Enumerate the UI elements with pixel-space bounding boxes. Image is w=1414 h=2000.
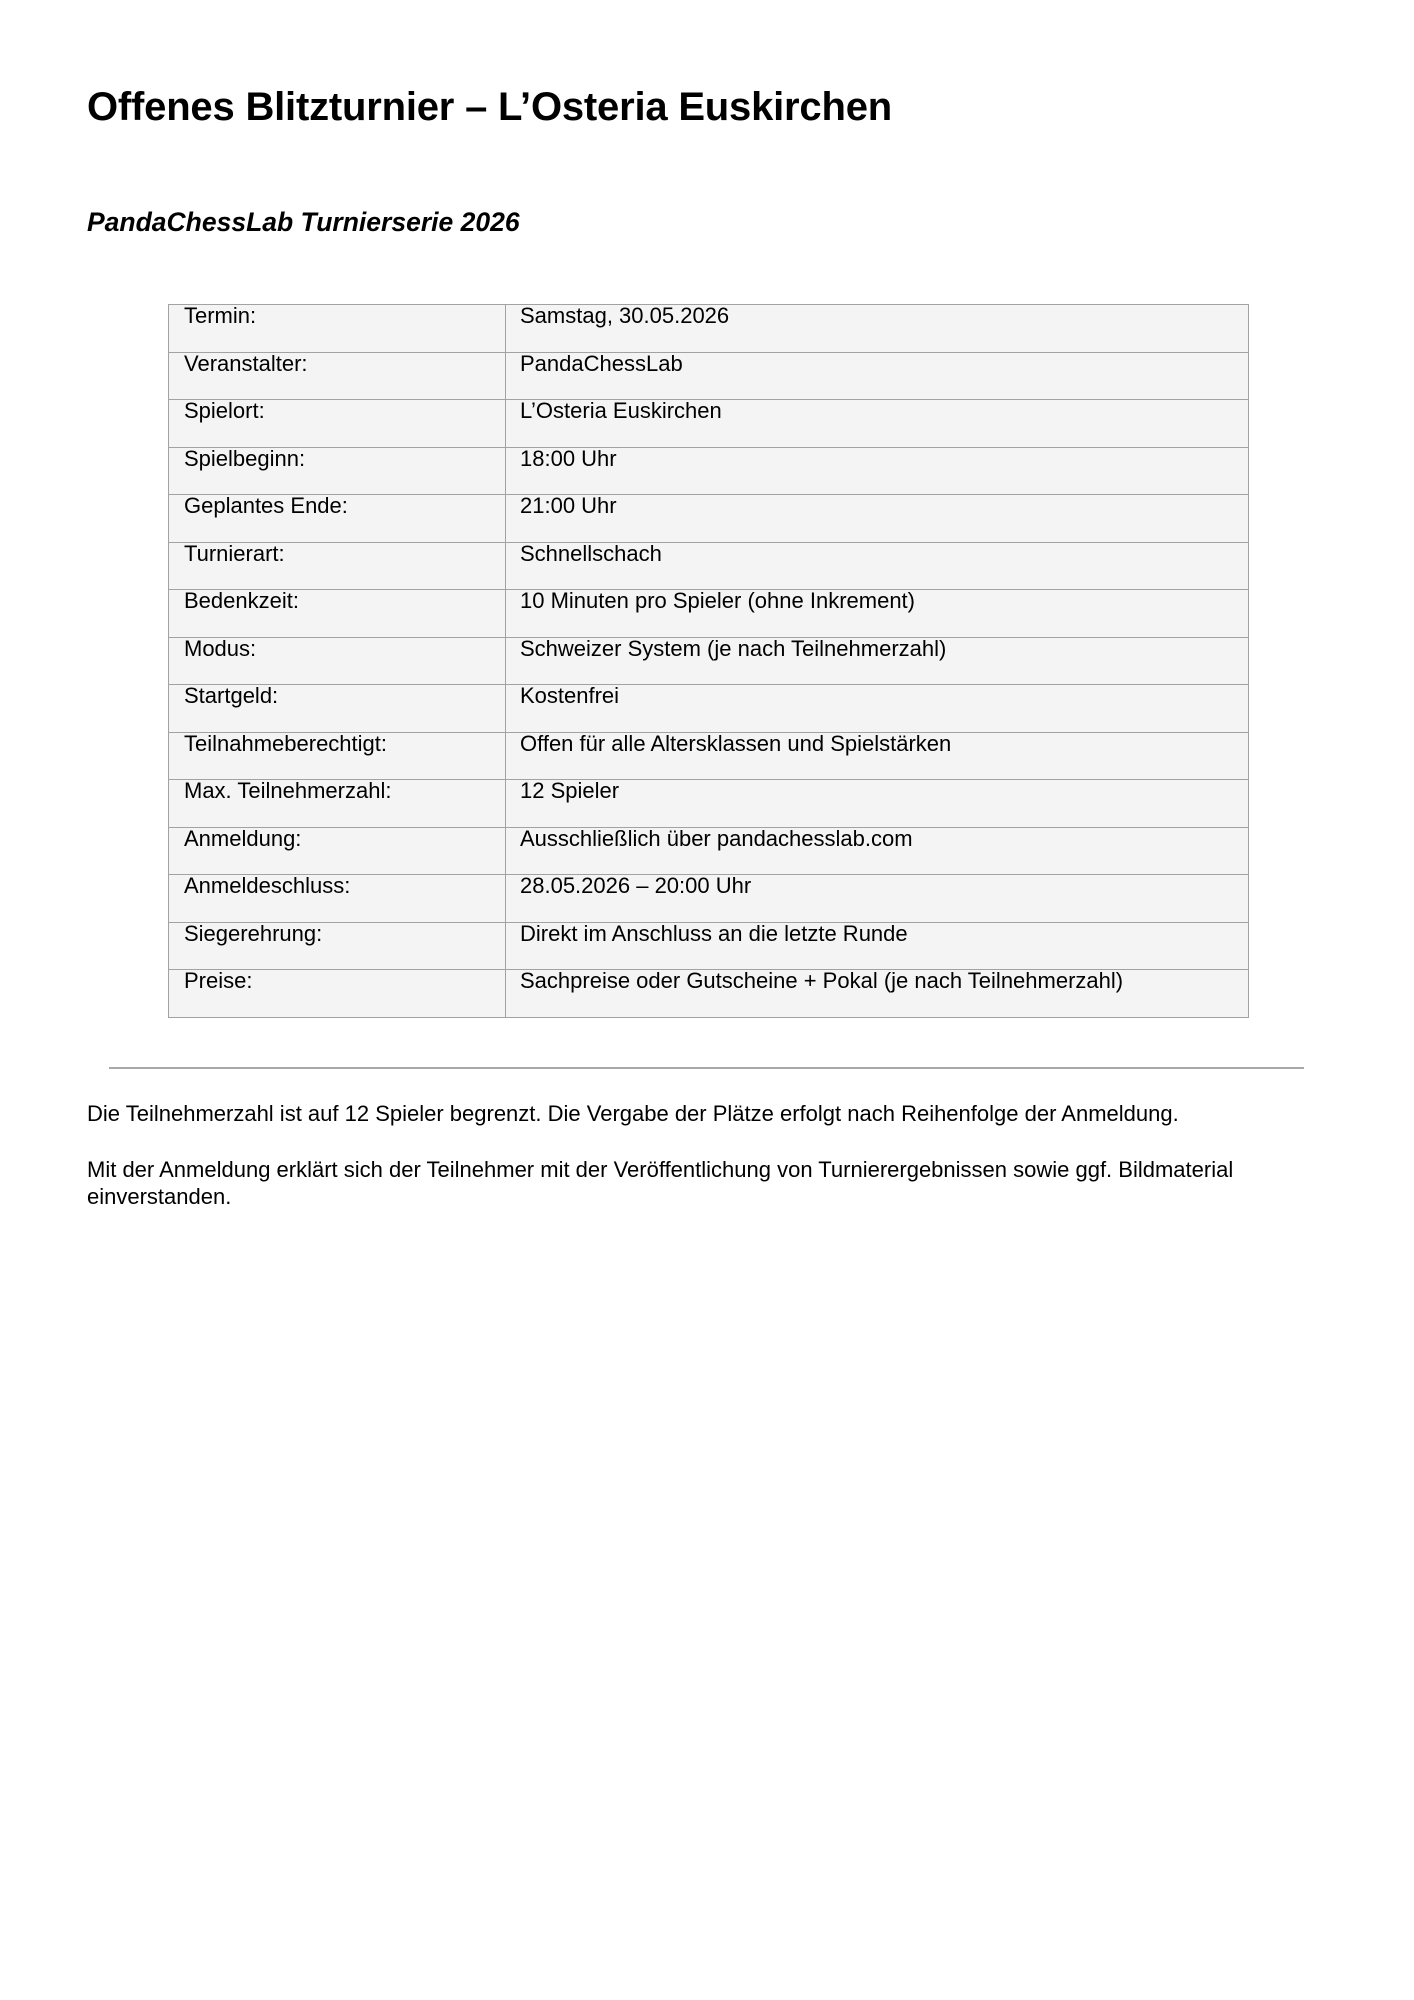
table-row — [169, 922, 1249, 970]
row-value: 18:00 Uhr — [506, 447, 1249, 495]
row-label: Startgeld: — [169, 685, 506, 733]
row-value: Direkt im Anschluss an die letzte Runde — [506, 922, 1249, 970]
row-value: Offen für alle Altersklassen und Spielstärken — [506, 732, 1249, 780]
table-row — [169, 685, 1249, 733]
row-value: Kostenfrei — [506, 685, 1249, 733]
row-label: Veranstalter: — [169, 352, 506, 400]
table-row — [169, 590, 1249, 638]
row-value: 12 Spieler — [506, 780, 1249, 828]
row-value: 28.05.2026 – 20:00 Uhr — [506, 875, 1249, 923]
page-subtitle: PandaChessLab Turnierserie 2026 — [87, 207, 520, 237]
table-row — [169, 780, 1249, 828]
row-label: Spielbeginn: — [169, 447, 506, 495]
row-value: 21:00 Uhr — [506, 495, 1249, 543]
row-value: Samstag, 30.05.2026 — [506, 305, 1249, 353]
row-value: L’Osteria Euskirchen — [506, 400, 1249, 448]
table-row — [169, 875, 1249, 923]
row-label: Geplantes Ende: — [169, 495, 506, 543]
page-title: Offenes Blitzturnier – L’Osteria Euskirchen — [87, 85, 892, 129]
row-value: Schnellschach — [506, 542, 1249, 590]
row-label: Anmeldeschluss: — [169, 875, 506, 923]
table-row — [169, 970, 1249, 1018]
table-row — [169, 542, 1249, 590]
row-label: Turnierart: — [169, 542, 506, 590]
table-row — [169, 637, 1249, 685]
table-row — [169, 495, 1249, 543]
row-label: Termin: — [169, 305, 506, 353]
note-consent: Mit der Anmeldung erklärt sich der Teilnehmer mit der Veröffentlichung von Turnierergebnissen sowie ggf. Bildmaterial einverstanden. — [87, 1157, 1234, 1209]
note-participant-limit: Die Teilnehmerzahl ist auf 12 Spieler begrenzt. Die Vergabe der Plätze erfolgt nach Reihenfolge der Anmeldung. — [87, 1101, 1179, 1126]
table-row — [169, 447, 1249, 495]
table-row — [169, 352, 1249, 400]
row-label: Bedenkzeit: — [169, 590, 506, 638]
row-value: Sachpreise oder Gutscheine + Pokal (je nach Teilnehmerzahl) — [506, 970, 1249, 1018]
section-divider — [109, 1067, 1304, 1069]
row-label: Teilnahmeberechtigt: — [169, 732, 506, 780]
row-value: Schweizer System (je nach Teilnehmerzahl) — [506, 637, 1249, 685]
row-label: Preise: — [169, 970, 506, 1018]
row-value: PandaChessLab — [506, 352, 1249, 400]
table-row — [169, 400, 1249, 448]
row-value: Ausschließlich über pandachesslab.com — [506, 827, 1249, 875]
row-label: Anmeldung: — [169, 827, 506, 875]
table-row — [169, 305, 1249, 353]
row-label: Siegerehrung: — [169, 922, 506, 970]
table-row — [169, 732, 1249, 780]
table-row — [169, 827, 1249, 875]
row-value: 10 Minuten pro Spieler (ohne Inkrement) — [506, 590, 1249, 638]
row-label: Spielort: — [169, 400, 506, 448]
row-label: Max. Teilnehmerzahl: — [169, 780, 506, 828]
tournament-details-table — [168, 304, 1249, 1018]
row-label: Modus: — [169, 637, 506, 685]
